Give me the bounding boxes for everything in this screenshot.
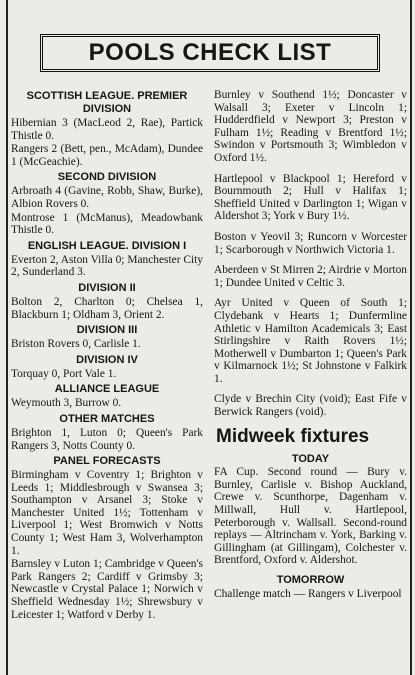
section-heading: DIVISION II: [78, 281, 136, 294]
spacer: [214, 257, 407, 264]
right-rule: [410, 0, 412, 675]
result-paragraph: Hartlepool v Blackpool 1; Hereford v Bournmouth 2; Hull v Halifax 1; Sheffield United v Darlington 1; Wigan v Aldershot 3; York v Bury 1½.: [214, 172, 407, 223]
today-label: TODAY: [291, 452, 330, 465]
result-paragraph: Briston Rovers 0, Carlisle 1.: [11, 338, 141, 351]
page-title: POOLS CHECK LIST: [40, 34, 380, 72]
result-paragraph: Rangers 2 (Bett, pen., McAdam), Dundee 1 (McGeachie).: [11, 143, 203, 168]
spacer: [214, 386, 407, 393]
result-paragraph: Bolton 2, Charlton 0; Chelsea 1, Blackburn 1; Oldham 3, Orient 2.: [11, 295, 203, 321]
section-heading: PANEL FORECASTS: [53, 455, 161, 468]
result-paragraph: Brighton 1, Luton 0; Queen's Park Rangers 3, Notts County 0.: [11, 426, 203, 452]
left-column: [11, 90, 203, 622]
result-paragraph: Aberdeen v St Mirren 2; Airdrie v Morton 1; Dundee United v Celtic 3.: [214, 264, 407, 289]
today-fixtures: FA Cup. Second round — Bury v. Burnley, Carlisle v. Bishop Auckland, Crewe v. Scunthorpe, Dagenham v. Millwall, Hull v. Hartlepool, Peterborough v. Wallsall. Second-round replays — Altrincham v. York, Barking v. Gillingham (at Gillingam), Colchester v. Brentford, Oxford v. Aldershot.: [214, 466, 407, 567]
section-heading: SECOND DIVISION: [57, 171, 157, 184]
right-results: [214, 89, 407, 419]
midweek-heading: Midweek fixtures: [216, 425, 370, 447]
result-paragraph: Weymouth 3, Burrow 0.: [11, 397, 122, 410]
result-paragraph: Barnsley v Luton 1; Cambridge v Queen's Park Rangers 2; Cardiff v Grimsby 3; Newcastle v Crystal Palace 1; Norwich v Sheffield Wednesday 1½; Shrewsbury v Leicester 1; Watford v Derby 1.: [11, 558, 203, 621]
result-paragraph: Birmingham v Coventry 1; Brighton v Leeds 1; Middlesbrough v Swansea 3; Southampton v Arsanel 3; Stoke v Manchester United 1½; Tottenham v Liverpool 1; West Bromwich v Notts County 1; West Ham 3, Wolverhampton 1.: [11, 469, 203, 557]
section-heading: ALLIANCE LEAGUE: [54, 383, 160, 396]
result-paragraph: Everton 2, Aston Villa 0; Manchester City 2, Sunderland 3.: [11, 253, 203, 279]
section-heading: ENGLISH LEAGUE. DIVISION I: [27, 239, 187, 252]
section-heading: DIVISION III: [76, 324, 138, 337]
result-paragraph: Clyde v Brechin City (void); East Fife v Berwick Rangers (void).: [214, 393, 407, 419]
result-paragraph: Boston v Yeovil 3; Runcorn v Worcester 1; Scarborough v Northwich Victoria 1.: [214, 230, 407, 256]
spacer: [214, 290, 407, 297]
section-heading: SCOTTISH LEAGUE. PREMIER DIVISION: [26, 90, 188, 115]
spacer: [214, 224, 407, 231]
tomorrow-label: TOMORROW: [276, 574, 345, 586]
left-rule: [6, 0, 8, 675]
result-paragraph: Montrose 1 (McManus), Meadowbank Thistle 0.: [11, 211, 203, 237]
tomorrow-fixtures: Challenge match — Rangers v Liverpool: [214, 587, 402, 600]
section-heading: DIVISION IV: [76, 353, 138, 366]
result-paragraph: Hibernian 3 (MacLeod 2, Rae), Partick Thistle 0.: [11, 117, 203, 142]
result-paragraph: Arbroath 4 (Gavine, Robb, Shaw, Burke), Albion Rovers 0.: [11, 185, 203, 210]
result-paragraph: Burnley v Southend 1½; Doncaster v Walsall 3; Exeter v Lincoln 1; Hudderdfield v Newport 3; Preston v Fulham 1½; Reading v Brentford 1½; Swindon v Portsmouth 3; Wimbledon v Oxford 1½.: [214, 89, 407, 164]
right-column: [214, 89, 407, 601]
result-paragraph: Ayr United v Queen of South 1; Clydebank v Hearts 1; Dunfermline Athletic v Hamilton Academicals 3; East Stirlingshire v Raith Rovers 1½; Motherwell v Dumbarton 1; Queen's Park v Kilmarnock 1½; St Johnstone v Falkirk 1.: [214, 297, 407, 385]
spacer: [214, 166, 407, 173]
section-heading: OTHER MATCHES: [59, 412, 155, 425]
result-paragraph: Torquay 0, Port Vale 1.: [11, 367, 117, 380]
